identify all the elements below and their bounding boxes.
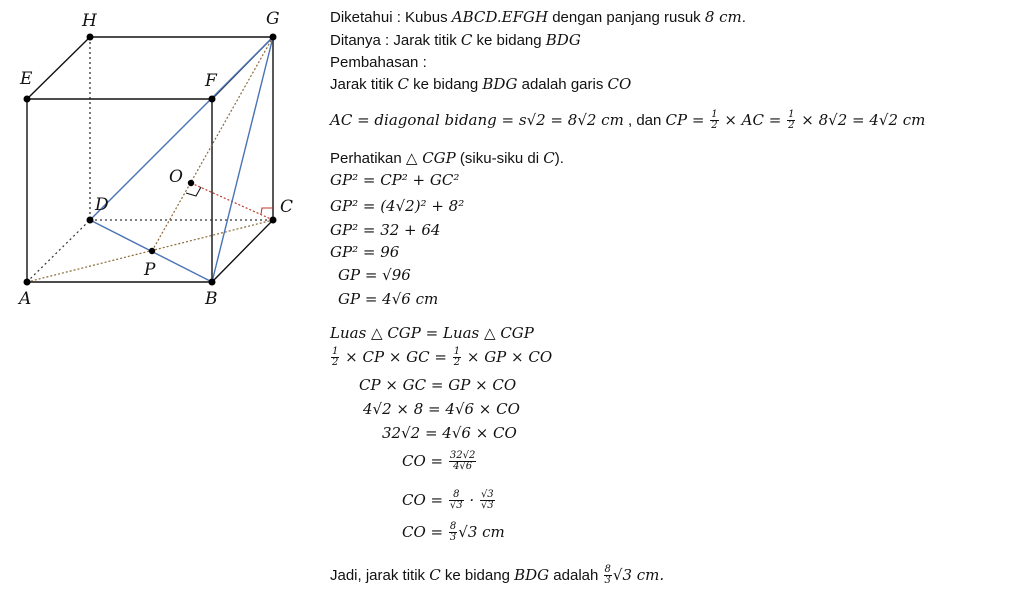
question-mid: ke bidang: [472, 32, 546, 49]
eq-substitute: GP² = (4√2)² + 8²: [330, 197, 465, 215]
right-angle-o: [186, 187, 201, 196]
close-paren: ).: [554, 150, 564, 167]
eq-values: 4√2 × 8 = 4√6 × CO: [363, 400, 520, 418]
distance-line: [330, 75, 631, 94]
label-a: A: [19, 289, 32, 309]
and-word: , dan: [623, 112, 666, 129]
label-d: D: [95, 195, 109, 215]
cp-lhs: CP =: [665, 111, 710, 129]
label-h: H: [82, 11, 97, 31]
eq-gp-result: GP = 4√6 cm: [338, 290, 439, 308]
plane-name: BDG: [482, 75, 518, 93]
fraction-co-2: $\frac{8}{√3}$: [449, 489, 463, 511]
label-o: O: [169, 167, 183, 187]
plane-name: BDG: [514, 566, 550, 584]
fraction-co-1: $\frac{32√2}{4√6}$: [449, 450, 476, 472]
ac-equation: AC = diagonal bidang = s√2 = 8√2 cm: [330, 111, 624, 129]
dot-operator: ·: [464, 491, 479, 509]
conclusion-tail: adalah: [549, 567, 603, 584]
label-e: E: [20, 69, 33, 89]
observe-line: [330, 149, 564, 168]
question-label: Ditanya : Jarak titik: [330, 32, 461, 49]
eq-gp-root: GP = √96: [338, 266, 411, 284]
observe-tail: (siku-siku di: [455, 150, 544, 167]
eq-pythagoras: GP² = CP² + GC²: [330, 171, 460, 189]
right-angle-c: [261, 208, 273, 214]
fraction-co-4: $\frac{8}{3}$: [449, 521, 457, 543]
fraction-half: $\frac{1}{2}$: [711, 109, 718, 131]
eq-sum: GP² = 32 + 64: [330, 221, 441, 239]
co-lhs: CO =: [402, 523, 448, 541]
conclusion-mid: ke bidang: [440, 567, 515, 584]
given-mid: dengan panjang rusuk: [548, 9, 705, 26]
co-step-1: [402, 451, 477, 472]
given-label: Diketahui : Kubus: [330, 9, 452, 26]
conclusion-label: Jadi, jarak titik: [330, 567, 430, 584]
co-step-2: [402, 490, 496, 511]
point-c: C: [460, 31, 473, 49]
label-f: F: [205, 71, 217, 91]
co-lhs: CO =: [402, 491, 448, 509]
area-equation: [330, 347, 552, 368]
label-b: B: [205, 289, 218, 309]
point-c: C: [429, 566, 441, 584]
plane-name: BDG: [545, 31, 581, 49]
cube-figure: [0, 0, 300, 320]
co-result: [402, 522, 505, 543]
plane-bdg: [90, 37, 273, 282]
area-tail: × GP × CO: [462, 348, 553, 366]
area-mid: × CP × GC =: [340, 348, 452, 366]
cp-tail: × 8√2 = 4√2 cm: [796, 111, 926, 129]
label-c: C: [280, 197, 294, 217]
given-line: Diketahui : Kubus ABCD.EFGH dengan panjang rusuk 8 cm.: [330, 8, 746, 26]
fraction-half: $\frac{1}{2}$: [453, 346, 461, 368]
edge-ad: [27, 220, 90, 282]
fraction-answer: $\frac{8}{3}$: [604, 564, 611, 586]
distance-tail: adalah garis: [517, 76, 608, 93]
eq-gp-squared: GP² = 96: [330, 243, 400, 261]
area-statement: Luas △ CGP = Luas △ CGP: [330, 324, 534, 342]
segment-co-label: CO: [607, 75, 632, 93]
discussion-heading: [330, 53, 427, 72]
eq-products: CP × GC = GP × CO: [359, 376, 517, 394]
answer-value: √3 cm.: [612, 566, 665, 584]
label-g: G: [266, 9, 280, 29]
discussion-label: Pembahasan :: [330, 54, 427, 71]
edge-length: 8 cm: [704, 8, 742, 26]
label-p: P: [144, 260, 156, 280]
observe-label: Perhatikan: [330, 150, 406, 167]
conclusion-line: [330, 565, 664, 586]
point-c: C: [397, 75, 409, 93]
ac-line: [330, 110, 925, 131]
triangle-name: △ CGP: [405, 149, 456, 167]
cube-name: ABCD.EFGH: [451, 8, 549, 26]
distance-mid: ke bidang: [409, 76, 483, 93]
point-c: C: [543, 149, 555, 167]
fraction-co-3: $\frac{√3}{√3}$: [480, 489, 494, 511]
fraction-half: $\frac{1}{2}$: [788, 109, 795, 131]
cp-mid: × AC =: [719, 111, 787, 129]
co-lhs: CO =: [402, 452, 448, 470]
co-tail: √3 cm: [458, 523, 505, 541]
question-line: [330, 31, 581, 50]
distance-label: Jarak titik: [330, 76, 398, 93]
fraction-half: $\frac{1}{2}$: [332, 346, 339, 368]
eq-simplified: 32√2 = 4√6 × CO: [382, 424, 517, 442]
